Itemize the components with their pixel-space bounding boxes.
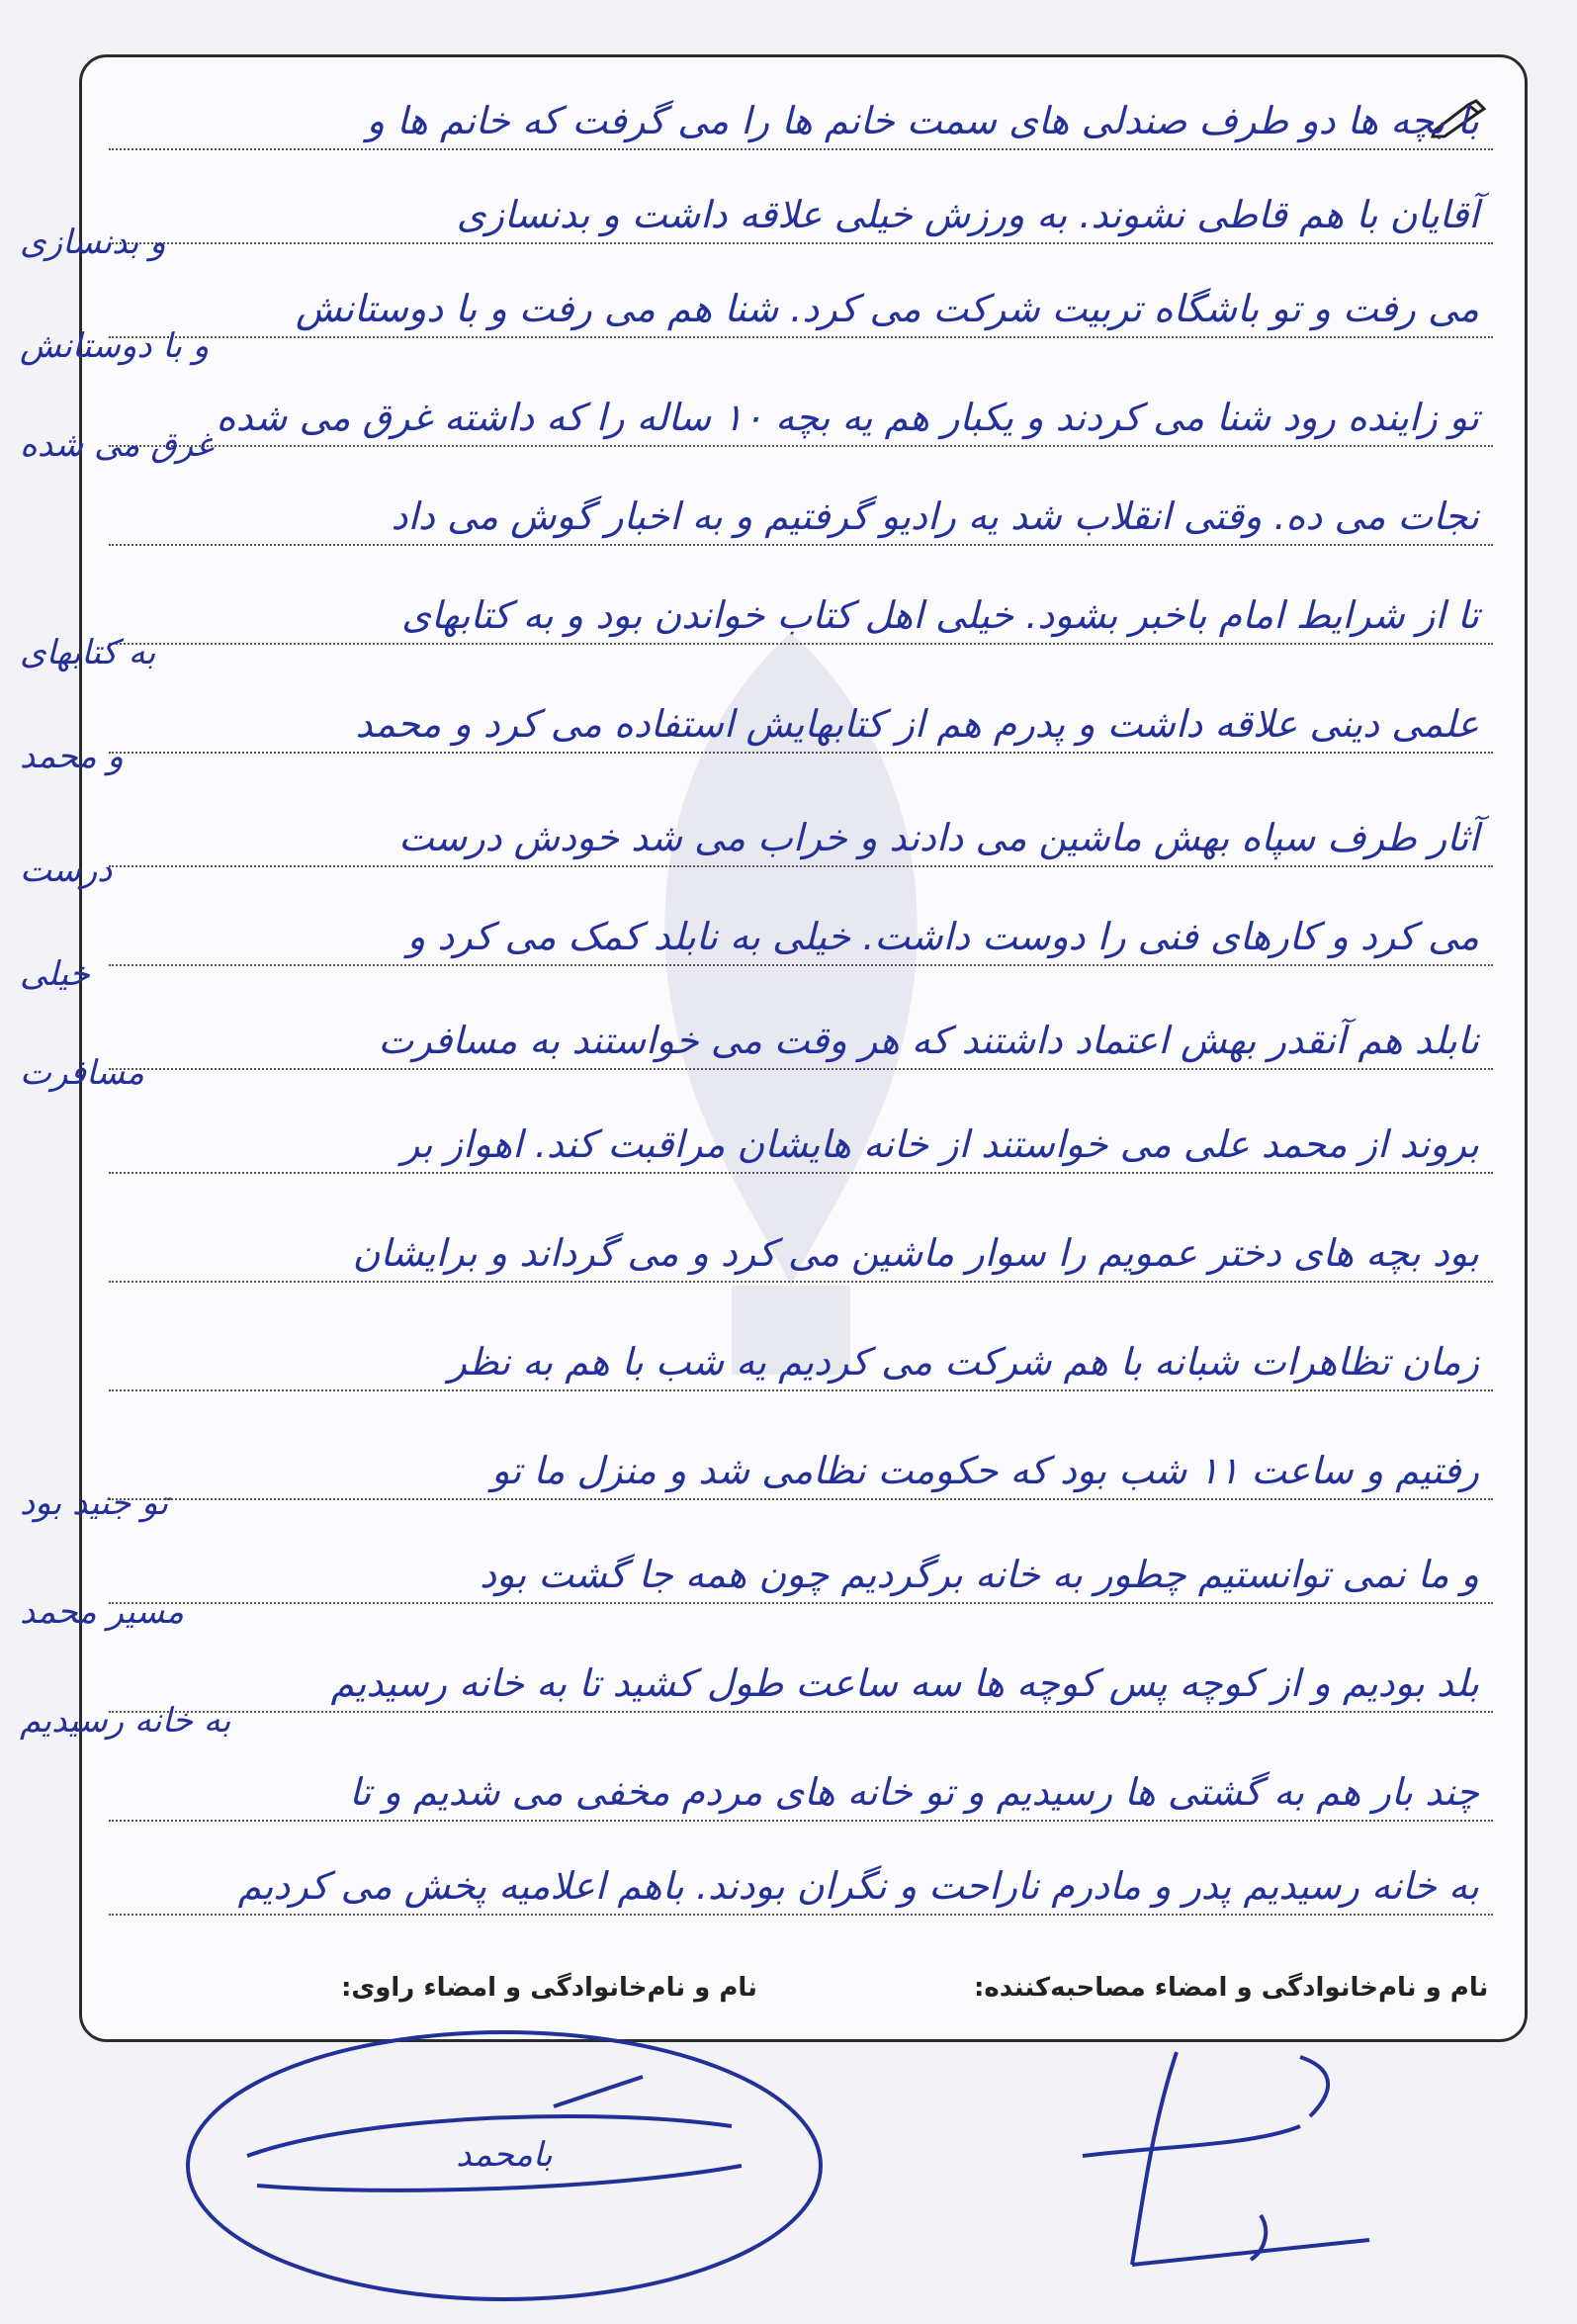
line-text: بود بچه های دختر عمویم را سوار ماشین می کرد و می گرداند و برایشان [352, 1231, 1479, 1275]
line-text: می کرد و کارهای فنی را دوست داشت. خیلی به نابلد کمک می کرد و [406, 915, 1479, 958]
line-text: رفتیم و ساعت ۱۱ شب بود که حکومت نظامی شد و منزل ما تو [491, 1449, 1479, 1492]
text-line-4 [109, 376, 1493, 447]
line-text: و ما نمی توانستیم چطور به خانه برگردیم چون همه جا گشت بود [480, 1553, 1479, 1596]
line-text: زمان تظاهرات شبانه با هم شرکت می کردیم یه شب با هم به نظر [448, 1340, 1479, 1384]
text-line-17 [109, 1750, 1493, 1822]
text-line-10 [109, 999, 1493, 1070]
margin-note: مسافرت [20, 1053, 144, 1093]
line-text: می رفت و تو باشگاه تربیت شرکت می کرد. شنا هم می رفت و با دوستانش [295, 287, 1479, 330]
line-text: بروند از محمد علی می خواستند از خانه هایشان مراقبت کند. اهواز بر [400, 1122, 1479, 1166]
text-line-15 [109, 1533, 1493, 1604]
narrator-signature-label: نام و نام‌خانوادگی و امضاء راوی: [341, 1973, 757, 2003]
line-text: تا از شرایط امام باخبر بشود. خیلی اهل کتاب خواندن بود و به کتابهای [401, 593, 1479, 637]
text-line-14 [109, 1429, 1493, 1500]
text-line-9 [109, 895, 1493, 966]
interviewer-signature-label: نام و نام‌خانوادگی و امضاء مصاحبه‌کننده: [974, 1973, 1489, 2003]
margin-note: و با دوستانش [20, 326, 210, 366]
narrator-signature-text: بامحمد [456, 2135, 553, 2175]
text-line-18 [109, 1844, 1493, 1916]
margin-note: و بدنسازی [20, 223, 166, 262]
text-line-3 [109, 267, 1493, 338]
line-text: علمی دینی علاقه داشت و پدرم هم از کتابهایش استفاده می کرد و محمد [355, 702, 1479, 746]
text-line-12 [109, 1211, 1493, 1283]
interviewer-signature [1073, 2037, 1399, 2294]
text-line-6 [109, 574, 1493, 645]
text-line-11 [109, 1103, 1493, 1174]
line-text: بلد بودیم و از کوچه پس کوچه ها سه ساعت طول کشید تا به خانه رسیدیم [330, 1661, 1479, 1705]
margin-note: مسیر محمد [20, 1592, 185, 1632]
margin-note: به کتابهای [20, 633, 156, 672]
text-line-16 [109, 1642, 1493, 1713]
margin-note: و محمد [20, 737, 124, 776]
line-text: چند بار هم به گشتی ها رسیدیم و تو خانه های مردم مخفی می شدیم و تا [349, 1770, 1479, 1814]
text-line-5 [109, 475, 1493, 546]
margin-note: به خانه رسیدیم [20, 1701, 231, 1741]
line-text: به خانه رسیدیم پدر و مادرم ناراحت و نگران بودند. باهم اعلامیه پخش می کردیم [237, 1864, 1479, 1908]
text-line-13 [109, 1320, 1493, 1391]
margin-note: درست [20, 850, 113, 890]
margin-note: خیلی [20, 954, 90, 994]
margin-note: تو جنید بود [20, 1483, 169, 1523]
narrator-signature [178, 2017, 831, 2314]
line-text: تو زاینده رود شنا می کردند و یکبار هم یه بچه ۱۰ ساله را که داشته غرق می شده [216, 396, 1479, 439]
line-text: نابلد هم آنقدر بهش اعتماد داشتند که هر وقت می خواستند به مسافرت [378, 1019, 1479, 1062]
text-line-1 [109, 79, 1493, 150]
text-line-2 [109, 173, 1493, 244]
line-text: آقایان با هم قاطی نشوند. به ورزش خیلی علاقه داشت و بدنسازی [456, 193, 1479, 236]
line-text: آثار طرف سپاه بهش ماشین می دادند و خراب می شد خودش درست [398, 816, 1479, 859]
line-text: نجات می ده. وقتی انقلاب شد یه رادیو گرفتیم و به اخبار گوش می داد [391, 494, 1479, 538]
text-line-8 [109, 796, 1493, 867]
text-line-7 [109, 682, 1493, 754]
margin-note: غرق می شده [20, 425, 214, 465]
line-text: با بچه ها دو طرف صندلی های سمت خانم ها را می گرفت که خانم ها و [366, 99, 1479, 142]
